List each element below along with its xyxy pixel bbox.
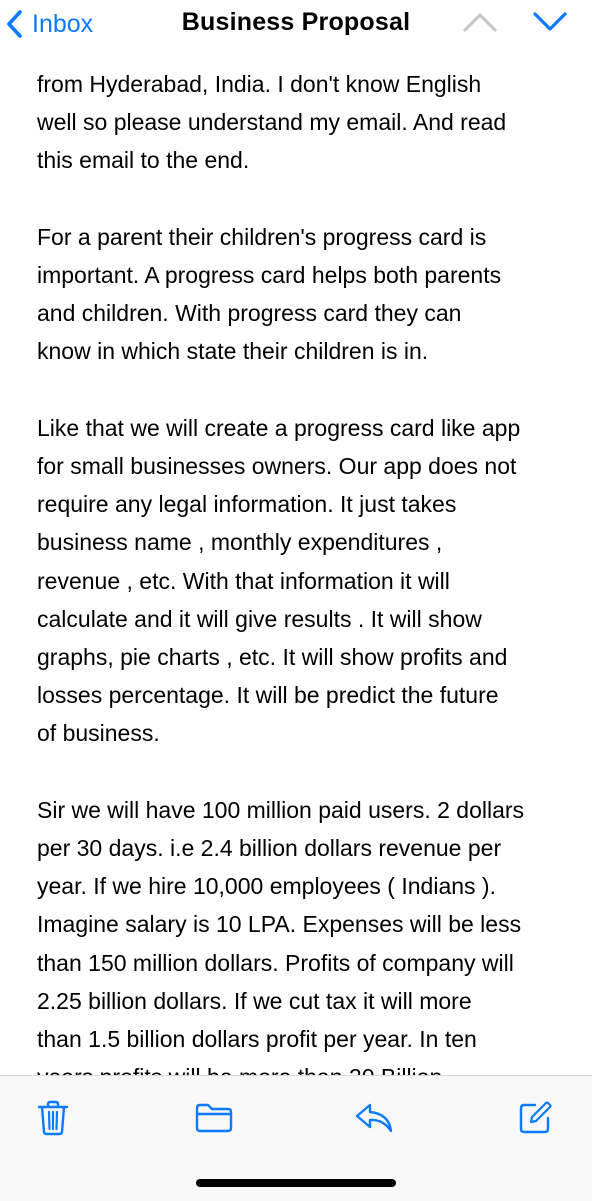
text-line: and children. With progress card they can bbox=[37, 300, 462, 327]
email-paragraph bbox=[37, 65, 567, 180]
home-indicator[interactable] bbox=[196, 1179, 396, 1187]
email-paragraph bbox=[37, 218, 567, 371]
email-paragraph bbox=[37, 409, 567, 753]
text-line: this email to the end. bbox=[37, 147, 250, 174]
trash-icon[interactable] bbox=[33, 1098, 73, 1138]
text-line: know in which state their children is in. bbox=[37, 338, 429, 365]
chevron-up-icon[interactable] bbox=[462, 10, 498, 39]
text-line: per 30 days. i.e 2.4 billion dollars revenue per bbox=[37, 835, 502, 862]
email-body bbox=[37, 65, 567, 1075]
text-line: than 150 million dollars. Profits of company will bbox=[37, 949, 514, 976]
text-line: than 1.5 billion dollars profit per year. In ten bbox=[37, 1026, 477, 1053]
text-line: calculate and it will give results . It will show bbox=[37, 605, 482, 632]
page-title: Business Proposal bbox=[181, 8, 411, 36]
text-line: For a parent their children's progress card is bbox=[37, 223, 487, 250]
text-line: graphs, pie charts , etc. It will show profits and bbox=[37, 644, 508, 671]
text-line: for small businesses owners. Our app does not bbox=[37, 453, 517, 479]
text-line: Like that we will create a progress card like app bbox=[37, 414, 521, 441]
folder-icon[interactable] bbox=[194, 1098, 234, 1138]
text-line: 2.25 billion dollars. If we cut tax it will more bbox=[37, 987, 472, 1014]
text-line: require any legal information. It just takes bbox=[37, 491, 457, 518]
text-line: of business. bbox=[37, 720, 160, 747]
text-line: revenue , etc. With that information it will bbox=[37, 567, 450, 594]
email-paragraph bbox=[37, 791, 567, 1097]
text-line: business name , monthly expenditures , bbox=[37, 529, 443, 556]
nav-bar bbox=[0, 0, 592, 48]
text-line: from Hyderabad, India. I don't know English bbox=[37, 71, 482, 97]
text-line: Imagine salary is 10 LPA. Expenses will be less bbox=[37, 911, 522, 938]
bottom-toolbar bbox=[0, 1075, 592, 1201]
text-line: well so please understand my email. And read bbox=[37, 109, 507, 136]
text-line: year. If we hire 10,000 employees ( Indians ). bbox=[37, 873, 496, 900]
text-line: Sir we will have 100 million paid users. 2 dollars bbox=[37, 796, 525, 823]
reply-icon[interactable] bbox=[354, 1098, 394, 1138]
text-line: losses percentage. It will be predict the future bbox=[37, 682, 499, 709]
message-navigation bbox=[462, 10, 568, 39]
chevron-down-icon[interactable] bbox=[532, 10, 568, 39]
text-line: important. A progress card helps both parents bbox=[37, 262, 502, 288]
compose-icon[interactable] bbox=[515, 1098, 555, 1138]
back-label: Inbox bbox=[32, 9, 94, 38]
